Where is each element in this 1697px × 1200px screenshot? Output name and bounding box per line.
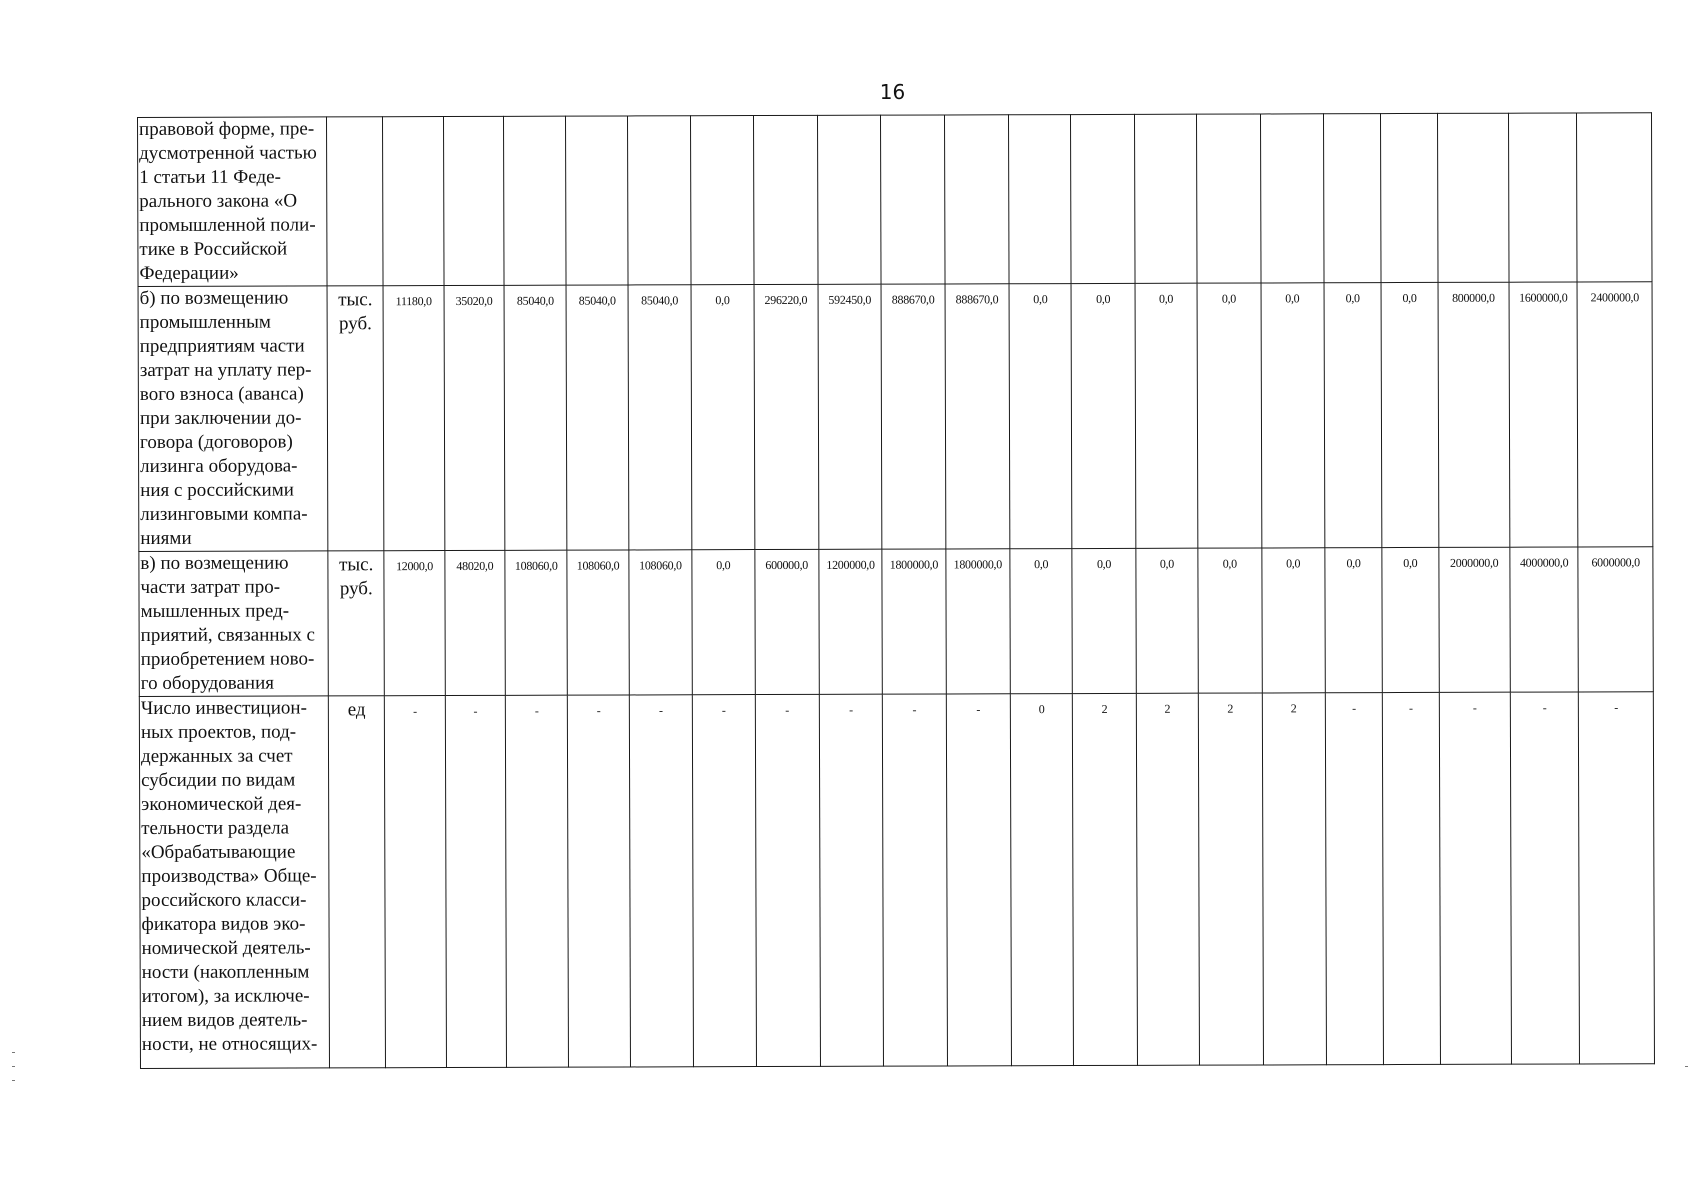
value-cell: 0,0 [1072,548,1136,693]
value-cell: 888670,0 [945,284,1010,549]
value-cell: 0,0 [1382,547,1439,692]
row-unit: тыс. руб. [327,286,384,551]
value-cell: 0,0 [1198,548,1262,693]
value-cell [566,116,628,285]
value-cell: 0,0 [1261,548,1325,693]
value-cell: - [946,694,1012,1066]
value-cell [1134,114,1197,283]
value-cell [1260,114,1324,283]
value-cell [1009,115,1072,284]
table-row [139,692,1654,1069]
row-description: Число инвестицион- ных проектов, под- держанных за счет субсидии по видам экономической дея- тельности раздела «Обрабатывающие производства» Обще- российского класси- фикатора видов эко- номической деятель- ности (накопленным итогом), за исключе- нием видов деятель- ности, не относящих- [139,696,329,1069]
value-cell: 85040,0 [567,285,629,550]
scan-mark [12,1052,15,1053]
value-cell: 0,0 [1325,548,1383,693]
data-table [137,112,1655,1069]
value-cell: 2 [1136,693,1200,1065]
value-cell [504,116,567,285]
value-cell: - [629,695,694,1067]
value-cell [443,116,504,285]
value-cell: 888670,0 [881,284,945,549]
row-unit: тыс. руб. [328,551,385,696]
value-cell: 0,0 [691,285,754,550]
value-cell: - [819,694,884,1066]
value-cell [1323,114,1381,283]
value-cell [627,116,691,285]
page-number: 16 [879,80,906,104]
table-row [138,282,1653,552]
row-description: б) по возмещению промышленным предприятиям части затрат на уплату пер- вого взноса (аванса) при заключении до- говора (договоров) лизинга оборудова- ния с российскими лизинговыми компа- ниями [138,286,328,552]
value-cell: - [568,695,631,1067]
value-cell: 0,0 [1261,283,1325,548]
value-cell: 1800000,0 [882,549,946,694]
value-cell: - [693,695,757,1067]
value-cell: 600000,0 [754,549,819,694]
value-cell: 0,0 [1324,283,1382,548]
value-cell: - [883,694,948,1066]
value-cell [1437,113,1509,282]
row-description: в) по возмещению части затрат про- мышленных пред- приятий, связанных с приобретением ново- го оборудования [139,551,329,697]
value-cell [1381,113,1438,282]
value-cell: - [1579,692,1655,1064]
value-cell: 1800000,0 [946,549,1011,694]
value-cell: 0,0 [1135,283,1198,548]
value-cell: - [755,694,821,1066]
value-cell: 2000000,0 [1438,547,1510,692]
value-cell: 296220,0 [754,284,819,549]
value-cell: 2 [1073,693,1138,1065]
value-cell: - [505,695,569,1067]
value-cell: 6000000,0 [1578,547,1653,692]
value-cell: 85040,0 [628,285,692,550]
value-cell: 0,0 [1197,283,1261,548]
value-cell: - [1383,692,1440,1064]
value-cell: 2400000,0 [1577,282,1652,547]
value-cell [383,117,444,286]
value-cell: 108060,0 [629,550,693,695]
value-cell [944,115,1009,284]
value-cell [753,115,818,284]
table-row [138,113,1653,287]
row-description: правовой форме, пре- дусмотренной частью 1 статьи 11 Феде- рального закона «О промышленной поли- тике в Российской Федерации» [138,117,328,287]
value-cell: 11180,0 [383,286,444,551]
value-cell: 0,0 [1009,284,1072,549]
value-cell: 85040,0 [504,285,567,550]
value-cell: 0,0 [1010,549,1073,694]
value-cell: 12000,0 [384,551,445,696]
value-cell [1577,113,1652,282]
row-unit: ед [328,696,385,1068]
value-cell: 4000000,0 [1510,547,1579,692]
value-cell [881,115,945,284]
value-cell: 800000,0 [1438,282,1510,547]
value-cell: 0,0 [1136,548,1199,693]
value-cell: 48020,0 [445,550,506,695]
value-cell: - [1439,692,1512,1064]
value-cell: 0,0 [692,550,755,695]
value-cell: 592450,0 [818,284,882,549]
value-cell: 1200000,0 [819,549,883,694]
value-cell [1508,113,1577,282]
scan-mark [1685,1066,1688,1067]
value-cell [817,115,881,284]
value-cell: - [1510,692,1580,1064]
value-cell [1197,114,1261,283]
value-cell [691,116,754,285]
value-cell: 0,0 [1071,283,1135,548]
scan-mark [12,1066,15,1067]
value-cell: 2 [1198,693,1263,1065]
value-cell: 108060,0 [567,550,629,695]
value-cell: 1600000,0 [1509,282,1578,547]
value-cell: 2 [1262,693,1327,1065]
value-cell: - [445,695,507,1067]
row-unit [327,117,384,286]
value-cell: 0 [1010,694,1074,1066]
value-cell: 108060,0 [505,550,568,695]
value-cell: 35020,0 [444,285,505,550]
value-cell [1071,114,1135,283]
scan-mark [12,1080,15,1081]
value-cell: - [1325,693,1383,1065]
value-cell: 0,0 [1381,282,1438,547]
table-row [139,547,1653,697]
value-cell: - [385,696,447,1068]
